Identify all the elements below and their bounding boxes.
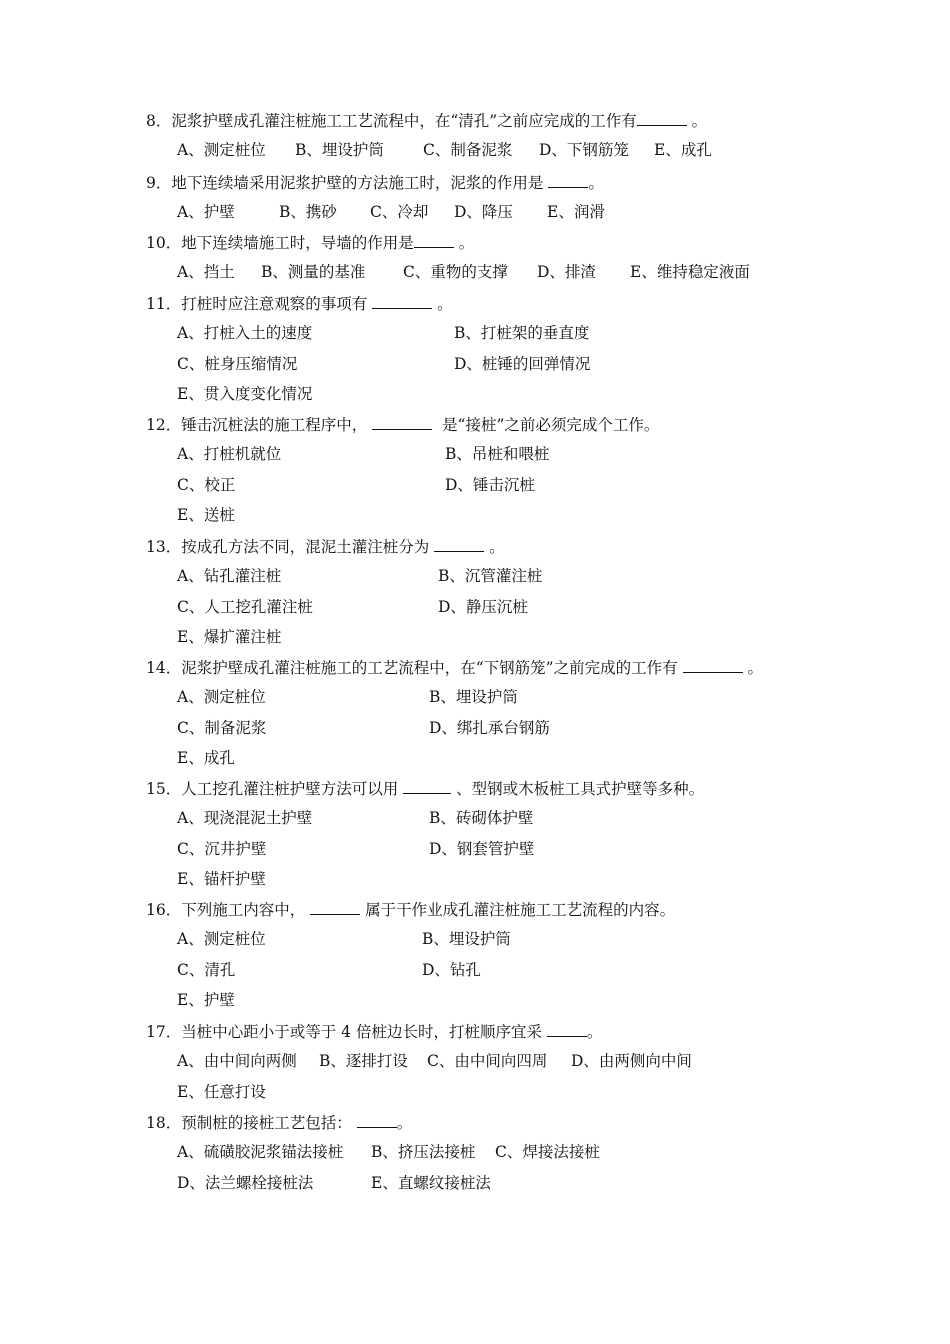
answer-option[interactable]: A、测定桩位 xyxy=(177,688,266,707)
answer-option[interactable]: C、清孔 xyxy=(177,960,236,979)
answer-option[interactable]: C、制备泥浆 xyxy=(423,141,513,160)
answer-option[interactable]: B、打桩架的垂直度 xyxy=(454,324,590,343)
answer-option[interactable]: E、维持稳定液面 xyxy=(630,263,750,282)
answer-option[interactable]: E、成孔 xyxy=(177,748,235,767)
answer-option[interactable]: A、硫磺胶泥浆锚法接桩 xyxy=(177,1143,344,1162)
answer-option[interactable]: D、钻孔 xyxy=(422,960,481,979)
answer-blank[interactable] xyxy=(548,172,588,188)
answer-option[interactable]: D、由两侧向中间 xyxy=(571,1052,692,1071)
answer-option[interactable]: C、重物的支撑 xyxy=(403,263,508,282)
question-text-tail: 。 xyxy=(484,538,505,556)
question-stem xyxy=(146,1021,602,1042)
question-number: 12． xyxy=(146,416,182,434)
answer-option[interactable]: E、护壁 xyxy=(177,990,235,1009)
answer-blank[interactable] xyxy=(414,232,454,248)
answer-blank[interactable] xyxy=(637,110,687,126)
question-number: 10． xyxy=(146,234,182,252)
question-text-tail: 。 xyxy=(453,234,475,252)
question-text-tail: 。 xyxy=(588,174,604,192)
answer-option[interactable]: B、吊桩和喂桩 xyxy=(445,445,550,464)
question-stem xyxy=(146,1112,412,1133)
answer-option[interactable]: E、润滑 xyxy=(547,203,605,222)
question-stem xyxy=(146,536,505,557)
question-number: 15． xyxy=(146,780,182,798)
question-number: 18． xyxy=(146,1114,182,1132)
answer-option[interactable]: D、下钢筋笼 xyxy=(539,141,629,160)
question-text: 预制桩的接桩工艺包括： xyxy=(181,1114,357,1132)
answer-option[interactable]: E、任意打设 xyxy=(177,1082,266,1101)
answer-blank[interactable] xyxy=(357,1112,397,1128)
question-text-tail: 。 xyxy=(432,295,453,313)
answer-option[interactable]: A、测定桩位 xyxy=(177,930,266,949)
question-text: 泥浆护壁成孔灌注桩施工的工艺流程中，在“下钢筋笼”之前完成的工作有 xyxy=(181,659,683,677)
question-text: 按成孔方法不同，混泥土灌注桩分为 xyxy=(181,538,435,556)
answer-option[interactable]: C、焊接法接桩 xyxy=(495,1143,600,1162)
answer-blank[interactable] xyxy=(310,899,360,915)
answer-option[interactable]: D、降压 xyxy=(454,203,513,222)
answer-option[interactable]: D、桩锤的回弹情况 xyxy=(454,354,591,373)
answer-blank[interactable] xyxy=(372,414,432,430)
answer-option[interactable]: C、由中间向四周 xyxy=(427,1052,548,1071)
answer-option[interactable]: B、挤压法接桩 xyxy=(371,1143,476,1162)
answer-option[interactable]: C、人工挖孔灌注桩 xyxy=(177,597,313,616)
question-text: 人工挖孔灌注桩护壁方法可以用 xyxy=(181,780,404,798)
question-stem xyxy=(146,778,704,799)
answer-blank[interactable] xyxy=(547,1021,587,1037)
question-text-tail: 、型钢或木板桩工具式护壁等多种。 xyxy=(451,780,705,798)
answer-option[interactable]: D、绑扎承台钢筋 xyxy=(429,718,550,737)
answer-option[interactable]: A、现浇混泥土护壁 xyxy=(177,809,313,828)
answer-option[interactable]: B、测量的基准 xyxy=(261,263,366,282)
answer-blank[interactable] xyxy=(683,657,743,673)
question-number: 13． xyxy=(146,538,182,556)
question-text: 地下连续墙施工时，导墙的作用是 xyxy=(181,234,414,252)
answer-option[interactable]: A、打桩机就位 xyxy=(177,445,282,464)
answer-option[interactable]: B、沉管灌注桩 xyxy=(438,567,543,586)
answer-option[interactable]: C、制备泥浆 xyxy=(177,718,267,737)
answer-option[interactable]: A、挡土 xyxy=(177,263,235,282)
question-stem xyxy=(146,899,675,920)
answer-option[interactable]: A、钻孔灌注桩 xyxy=(177,567,282,586)
question-text: 地下连续墙采用泥浆护壁的方法施工时，泥浆的作用是 xyxy=(171,174,549,192)
question-text-tail: 。 xyxy=(686,112,708,130)
answer-option[interactable]: E、直螺纹接桩法 xyxy=(371,1173,491,1192)
question-text-tail: 是“接桩”之前必须完成个工作。 xyxy=(432,416,660,434)
answer-option[interactable]: B、埋设护筒 xyxy=(422,930,511,949)
answer-option[interactable]: B、逐排打设 xyxy=(319,1052,408,1071)
answer-option[interactable]: E、爆扩灌注桩 xyxy=(177,627,282,646)
question-number: 17． xyxy=(146,1023,182,1041)
question-number: 9． xyxy=(146,174,172,192)
answer-option[interactable]: A、打桩入土的速度 xyxy=(177,324,313,343)
question-text: 打桩时应注意观察的事项有 xyxy=(181,295,373,313)
answer-blank[interactable] xyxy=(403,778,451,794)
question-number: 8． xyxy=(146,112,172,130)
question-text-tail: 。 xyxy=(396,1114,413,1132)
answer-option[interactable]: E、送桩 xyxy=(177,505,235,524)
answer-option[interactable]: D、法兰螺栓接桩法 xyxy=(177,1173,314,1192)
answer-blank[interactable] xyxy=(434,536,484,552)
answer-blank[interactable] xyxy=(372,293,432,309)
question-stem xyxy=(146,293,453,314)
answer-option[interactable]: E、贯入度变化情况 xyxy=(177,384,313,403)
answer-option[interactable]: A、护壁 xyxy=(177,203,235,222)
question-stem xyxy=(146,232,474,253)
answer-option[interactable]: D、静压沉桩 xyxy=(438,597,528,616)
question-stem xyxy=(146,110,707,131)
answer-option[interactable]: D、锤击沉桩 xyxy=(445,475,535,494)
question-text-tail: 。 xyxy=(586,1023,603,1041)
question-number: 14． xyxy=(146,659,182,677)
answer-option[interactable]: D、排渣 xyxy=(537,263,596,282)
answer-option[interactable]: A、由中间向两侧 xyxy=(177,1052,297,1071)
answer-option[interactable]: B、埋设护筒 xyxy=(295,141,384,160)
question-stem xyxy=(146,657,763,678)
answer-option[interactable]: B、砖砌体护壁 xyxy=(429,809,534,828)
answer-option[interactable]: D、钢套管护壁 xyxy=(429,839,535,858)
answer-option[interactable]: E、锚杆护壁 xyxy=(177,869,266,888)
answer-option[interactable]: E、成孔 xyxy=(654,141,712,160)
question-text: 泥浆护壁成孔灌注桩施工工艺流程中，在“清孔”之前应完成的工作有 xyxy=(171,112,637,130)
question-text-tail: 。 xyxy=(742,659,763,677)
question-stem xyxy=(146,414,659,435)
answer-option[interactable]: A、测定桩位 xyxy=(177,141,266,160)
answer-option[interactable]: C、冷却 xyxy=(370,203,429,222)
question-number: 16． xyxy=(146,901,182,919)
question-stem xyxy=(146,172,604,193)
answer-option[interactable]: C、沉井护壁 xyxy=(177,839,267,858)
answer-option[interactable]: B、携砂 xyxy=(279,203,337,222)
question-number: 11． xyxy=(146,295,182,313)
answer-option[interactable]: C、桩身压缩情况 xyxy=(177,354,298,373)
answer-option[interactable]: B、埋设护筒 xyxy=(429,688,518,707)
question-text: 下列施工内容中， xyxy=(181,901,311,919)
question-text-tail: 属于干作业成孔灌注桩施工工艺流程的内容。 xyxy=(360,901,676,919)
question-text: 锤击沉桩法的施工程序中， xyxy=(181,416,373,434)
question-text: 当桩中心距小于或等于 4 倍桩边长时，打桩顺序宜采 xyxy=(181,1023,547,1041)
answer-option[interactable]: C、校正 xyxy=(177,475,236,494)
